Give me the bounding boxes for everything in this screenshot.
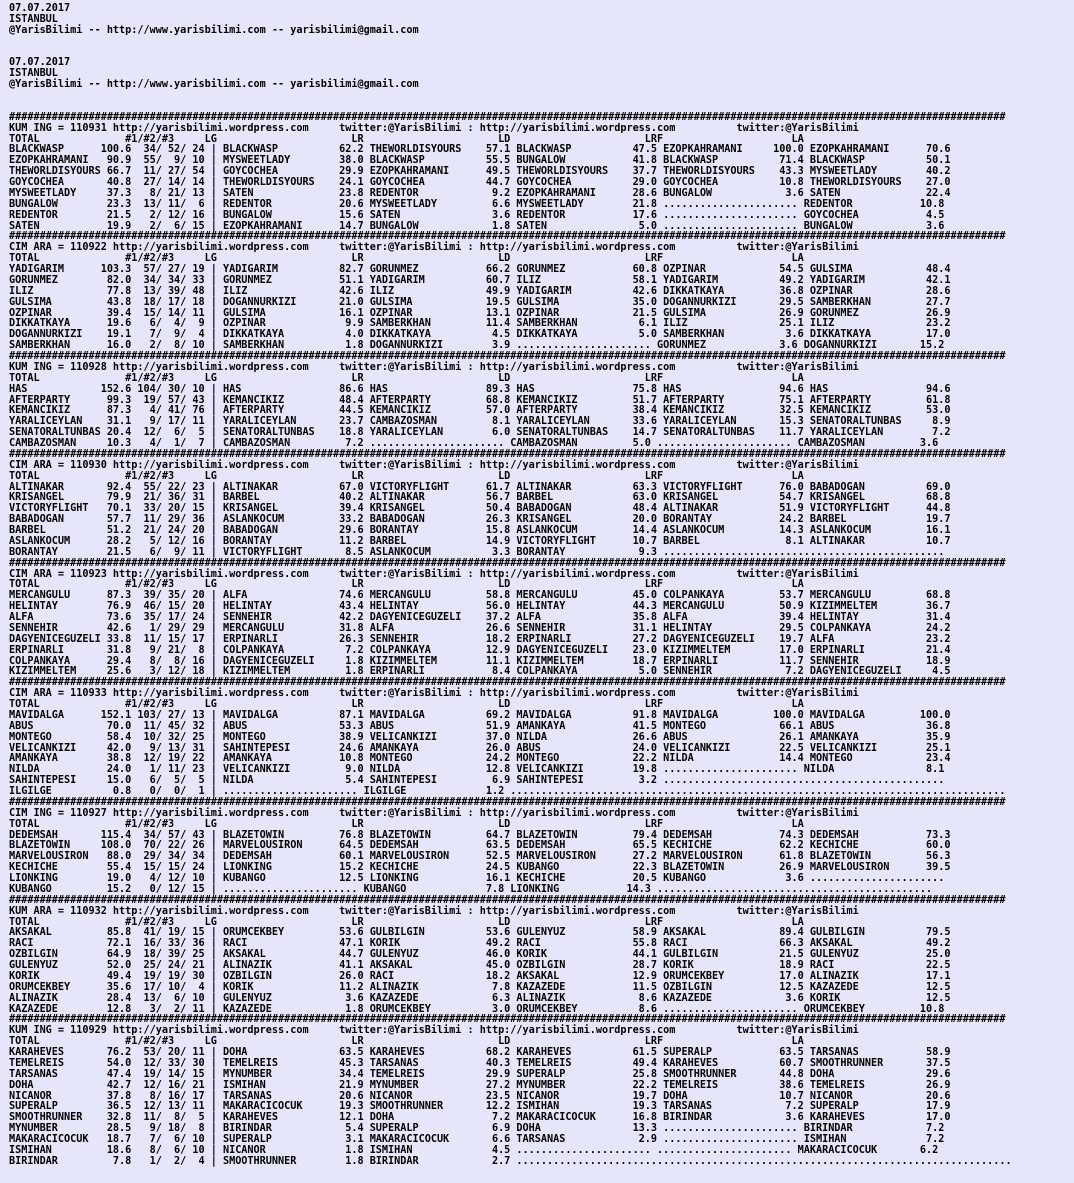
horse-row: KORIK 49.4 19/ 19/ 30 | OZBILGIN 26.0 RACI 18.2 AKSAKAL 12.9 ORUMCEKBEY 17.0 ALINAZIK 17.1 — [9, 970, 951, 982]
race-section — [9, 798, 1074, 896]
race-title-line: CIM ARA = 110923 http://yarisbilimi.wordpress.com twitter:@YarisBilimi : http://yarisbilimi.wordpress.com twitter:@YarisBilimi — [9, 568, 859, 580]
horse-row: SUPERALP 36.5 12/ 13/ 11 | MAKARACICOCUK 19.3 SMOOTHRUNNER 12.2 ISMIHAN 19.3 TARSANAS 7.2 SUPERALP 17.9 — [9, 1101, 951, 1113]
horse-row: KRISANGEL 79.9 21/ 36/ 31 | BARBEL 40.2 ALTINAKAR 56.7 BARBEL 63.0 KRISANGEL 54.7 KRISANGEL 68.8 — [9, 492, 951, 504]
race-section — [9, 113, 1074, 233]
separator-line: ################################################################################################################################################################### — [9, 557, 1006, 569]
race-title-line: CIM ING = 110927 http://yarisbilimi.wordpress.com twitter:@YarisBilimi : http://yarisbilimi.wordpress.com twitter:@YarisBilimi — [9, 807, 859, 819]
header-line: ISTANBUL — [9, 68, 58, 80]
horse-row: ILGILGE 0.8 0/ 0/ 1 | ...................... ILGILGE 1.2 ................................................................................. — [9, 786, 1006, 797]
horse-row: NILDA 24.0 1/ 11/ 23 | VELICANKIZI 9.0 NILDA 12.8 VELICANKIZI 19.8 ...................... NILDA 8.1 — [9, 764, 945, 776]
horse-row: OZPINAR 39.4 15/ 14/ 11 | GULSIMA 16.1 OZPINAR 13.1 OZPINAR 21.5 GULSIMA 26.9 GORUNMEZ 26.9 — [9, 307, 951, 319]
separator-line: ################################################################################################################################################################### — [9, 1014, 1006, 1026]
horse-row: RACI 72.1 16/ 33/ 36 | RACI 47.1 KORIK 49.2 RACI 55.8 RACI 66.3 AKSAKAL 49.2 — [9, 938, 951, 950]
column-header-line: TOTAL #1/#2/#3 LG LR LD LRF LA — [9, 470, 804, 482]
column-header-line: TOTAL #1/#2/#3 LG LR LD LRF LA — [9, 253, 804, 265]
horse-row: SATEN 19.9 2/ 6/ 15 | EZOPKAHRAMANI 14.7 BUNGALOW 1.8 SATEN 5.0 ...................... BUNGALOW 3.6 — [9, 220, 945, 232]
report-header — [9, 4, 1074, 113]
horse-row: BLACKWASP 100.6 34/ 52/ 24 | BLACKWASP 62.2 THEWORLDISYOURS 57.1 BLACKWASP 47.5 EZOPKAHRAMANI 100.0 EZOPKAHRAMANI 70.6 — [9, 144, 951, 156]
horse-row: EZOPKAHRAMANI 90.9 55/ 9/ 10 | MYSWEETLADY 38.0 BLACKWASP 55.5 BUNGALOW 41.8 BLACKWASP 71.4 BLACKWASP 50.1 — [9, 155, 951, 167]
horse-row: TARSANAS 47.4 19/ 14/ 15 | MYNUMBER 34.4 TEMELREIS 29.9 SUPERALP 25.8 SMOOTHRUNNER 44.8 DOHA 29.6 — [9, 1068, 951, 1080]
horse-row: TEMELREIS 54.0 12/ 33/ 30 | TEMELREIS 45.3 TARSANAS 40.3 TEMELREIS 49.4 KARAHEVES 60.7 SMOOTHRUNNER 37.5 — [9, 1057, 951, 1069]
separator-line: ################################################################################################################################################################### — [9, 796, 1006, 808]
separator-line: ################################################################################################################################################################### — [9, 448, 1006, 460]
horse-row: KIZIMMELTEM 25.6 3/ 12/ 18 | KIZIMMELTEM 1.8 ERPINARLI 8.4 COLPANKAYA 5.0 SENNEHIR 7.2 DAGYENICEGUZELI 4.5 — [9, 666, 951, 678]
horse-row: CAMBAZOSMAN 10.3 4/ 1/ 7 | CAMBAZOSMAN 7.2 ...................... CAMBAZOSMAN 5.0 ...................... CAMBAZOSMAN 3.6 — [9, 438, 939, 449]
header-line — [9, 48, 1074, 59]
horse-row: ISMIHAN 18.6 8/ 6/ 10 | NICANOR 1.8 ISMIHAN 4.5 ...................... ...................... MAKARACICOCUK 6.2 — [9, 1144, 939, 1156]
race-section — [9, 352, 1074, 450]
horse-row: KARAHEVES 76.2 53/ 20/ 11 | DOHA 63.5 KARAHEVES 68.2 KARAHEVES 61.5 SUPERALP 63.5 TARSANAS 58.9 — [9, 1047, 951, 1058]
horse-row: MYSWEETLADY 37.3 8/ 21/ 13 | SATEN 23.8 REDENTOR 9.2 EZOPKAHRAMANI 28.6 BUNGALOW 3.6 SATEN 22.4 — [9, 187, 951, 199]
horse-row: BABADOGAN 57.7 11/ 29/ 36 | ASLANKOCUM 33.2 BABADOGAN 26.3 KRISANGEL 20.0 BORANTAY 24.2 BARBEL 19.7 — [9, 514, 951, 526]
horse-row: LIONKING 19.0 4/ 12/ 10 | KUBANGO 12.5 LIONKING 16.1 KECHICHE 20.5 KUBANGO 3.6 ...................... — [9, 873, 945, 884]
race-section — [9, 678, 1074, 798]
header-line: @YarisBilimi -- http://www.yarisbilimi.com -- yarisbilimi@gmail.com — [9, 79, 419, 91]
horse-row: MONTEGO 58.4 10/ 32/ 25 | MONTEGO 38.9 VELICANKIZI 37.0 NILDA 26.6 ABUS 26.1 AMANKAYA 35.9 — [9, 731, 951, 743]
race-title-line: KUM ING = 110928 http://yarisbilimi.wordpress.com twitter:@YarisBilimi : http://yarisbilimi.wordpress.com twitter:@YarisBilimi — [9, 361, 859, 373]
horse-row: VICTORYFLIGHT 70.1 33/ 20/ 15 | KRISANGEL 39.4 KRISANGEL 50.4 BABADOGAN 48.4 ALTINAKAR 51.9 VICTORYFLIGHT 44.8 — [9, 503, 951, 515]
horse-row: GULSIMA 43.8 18/ 17/ 18 | DOGANNURKIZI 21.0 GULSIMA 19.5 GULSIMA 35.0 DOGANNURKIZI 29.5 SAMBERKHAN 27.7 — [9, 296, 951, 308]
horse-row: SENATORALTUNBAS 20.4 12/ 6/ 5 | SENATORALTUNBAS 18.8 YARALICEYLAN 6.0 SENATORALTUNBAS 14.7 SENATORALTUNBAS 11.7 YARALICEYLAN 7.2 — [9, 427, 951, 439]
horse-row: KECHICHE 55.4 15/ 15/ 24 | LIONKING 15.2 KECHICHE 24.5 KUBANGO 22.3 BLAZETOWIN 26.9 MARVELOUSIRON 39.5 — [9, 862, 951, 874]
column-header-line: TOTAL #1/#2/#3 LG LR LD LRF LA — [9, 579, 804, 591]
horse-row: DOGANNURKIZI 19.1 7/ 9/ 4 | DIKKATKAYA 4.0 DIKKATKAYA 4.5 DIKKATKAYA 5.0 SAMBERKHAN 3.6 DIKKATKAYA 17.0 — [9, 329, 951, 341]
horse-row: AMANKAYA 38.8 12/ 19/ 22 | AMANKAYA 10.8 MONTEGO 24.2 MONTEGO 22.2 NILDA 14.4 MONTEGO 23.4 — [9, 753, 951, 765]
horse-row: SMOOTHRUNNER 32.8 11/ 8/ 5 | KARAHEVES 12.1 DOHA 7.2 MAKARACICOCUK 16.8 BIRINDAR 3.6 KARAHEVES 17.0 — [9, 1112, 951, 1124]
horse-row: ALINAZIK 28.4 13/ 6/ 10 | GULENYUZ 3.6 KAZAZEDE 6.3 ALINAZIK 8.6 KAZAZEDE 3.6 KORIK 12.5 — [9, 992, 951, 1004]
horse-row: BIRINDAR 7.8 1/ 2/ 4 | SMOOTHRUNNER 1.8 BIRINDAR 2.7 ................................................................................. — [9, 1155, 1012, 1167]
header-line — [9, 37, 1074, 48]
horse-row: KAZAZEDE 12.8 3/ 2/ 11 | KAZAZEDE 1.8 ORUMCEKBEY 3.0 ORUMCEKBEY 8.6 ...................... ORUMCEKBEY 10.8 — [9, 1003, 945, 1015]
horse-row: ORUMCEKBEY 35.6 17/ 10/ 4 | KORIK 11.2 ALINAZIK 7.8 KAZAZEDE 11.5 OZBILGIN 12.5 KAZAZEDE 12.5 — [9, 981, 951, 993]
race-section — [9, 559, 1074, 679]
horse-row: SENNEHIR 42.6 1/ 29/ 29 | MERCANGULU 31.8 ALFA 26.6 SENNEHIR 31.1 HELINTAY 29.5 COLPANKAYA 24.2 — [9, 622, 951, 634]
horse-row: SAHINTEPESI 15.0 6/ 5/ 5 | NILDA 5.4 SAHINTEPESI 6.9 SAHINTEPESI 3.2 .............................................. — [9, 775, 945, 787]
horse-row: DIKKATKAYA 19.6 6/ 4/ 9 | OZPINAR 9.9 SAMBERKHAN 11.4 SAMBERKHAN 6.1 ILIZ 25.1 ILIZ 23.2 — [9, 318, 951, 330]
race-title-line: CIM ARA = 110933 http://yarisbilimi.wordpress.com twitter:@YarisBilimi : http://yarisbilimi.wordpress.com twitter:@YarisBilimi — [9, 688, 859, 700]
column-header-line: TOTAL #1/#2/#3 LG LR LD LRF LA — [9, 916, 804, 928]
horse-row: BARBEL 51.2 21/ 24/ 20 | BABADOGAN 29.6 BORANTAY 15.8 ASLANKOCUM 14.4 ASLANKOCUM 14.3 ASLANKOCUM 16.1 — [9, 525, 951, 536]
race-section — [9, 450, 1074, 559]
horse-row: DEDEMSAH 115.4 34/ 57/ 43 | BLAZETOWIN 76.8 BLAZETOWIN 64.7 BLAZETOWIN 79.4 DEDEMSAH 74.3 DEDEMSAH 73.3 — [9, 829, 951, 841]
horse-row: YARALICEYLAN 31.1 9/ 17/ 11 | YARALICEYLAN 23.7 CAMBAZOSMAN 8.1 YARALICEYLAN 33.6 YARALICEYLAN 15.3 SENATORALTUNBAS 8.9 — [9, 416, 951, 428]
horse-row: MYNUMBER 28.5 9/ 18/ 8 | BIRINDAR 5.4 SUPERALP 6.9 DOHA 13.3 ...................... BIRINDAR 7.2 — [9, 1123, 945, 1135]
horse-row: GULENYUZ 52.0 25/ 24/ 21 | ALINAZIK 41.1 AKSAKAL 45.0 OZBILGIN 28.7 KORIK 18.9 RACI 22.5 — [9, 960, 951, 971]
race-title-line: KUM ING = 110929 http://yarisbilimi.wordpress.com twitter:@YarisBilimi : http://yarisbilimi.wordpress.com twitter:@YarisBilimi — [9, 1025, 859, 1037]
horse-row: REDENTOR 21.5 2/ 12/ 16 | BUNGALOW 15.6 SATEN 3.6 REDENTOR 17.6 ...................... GOYCOCHEA 4.5 — [9, 209, 945, 221]
horse-row: KUBANGO 15.2 0/ 12/ 15 | ...................... KUBANGO 7.8 LIONKING 14.3 ............................................. — [9, 883, 933, 895]
horse-row: BORANTAY 21.5 6/ 9/ 11 | VICTORYFLIGHT 8.5 ASLANKOCUM 3.3 BORANTAY 9.3 .............................................. — [9, 546, 945, 558]
horse-row: DOHA 42.7 12/ 16/ 21 | ISMIHAN 21.9 MYNUMBER 27.2 MYNUMBER 22.2 TEMELREIS 38.6 TEMELREIS 26.9 — [9, 1079, 951, 1091]
horse-row: ABUS 70.0 11/ 45/ 32 | ABUS 53.3 ABUS 51.9 AMANKAYA 41.5 MONTEGO 66.1 ABUS 36.8 — [9, 720, 951, 732]
horse-row: KEMANCIKIZ 87.3 4/ 41/ 76 | AFTERPARTY 44.5 KEMANCIKIZ 57.0 AFTERPARTY 38.4 KEMANCIKIZ 32.5 KEMANCIKIZ 53.0 — [9, 405, 951, 417]
horse-row: YADIGARIM 103.3 57/ 27/ 19 | YADIGARIM 82.7 GORUNMEZ 66.2 GORUNMEZ 60.8 OZPINAR 54.5 GULSIMA 48.4 — [9, 264, 951, 275]
header-line: ISTANBUL — [9, 13, 58, 25]
race-title-line: KUM ING = 110931 http://yarisbilimi.wordpress.com twitter:@YarisBilimi : http://yarisbilimi.wordpress.com twitter:@YarisBilimi — [9, 122, 859, 134]
horse-row: BUNGALOW 23.3 13/ 11/ 6 | REDENTOR 20.6 MYSWEETLADY 6.6 MYSWEETLADY 21.8 ...................... REDENTOR 10.8 — [9, 198, 945, 210]
column-header-line: TOTAL #1/#2/#3 LG LR LD LRF LA — [9, 133, 804, 145]
horse-row: ALTINAKAR 92.4 55/ 22/ 23 | ALTINAKAR 67.0 VICTORYFLIGHT 61.7 ALTINAKAR 63.3 VICTORYFLIGHT 76.0 BABADOGAN 69.0 — [9, 481, 951, 493]
column-header-line: TOTAL #1/#2/#3 LG LR LD LRF LA — [9, 818, 804, 830]
race-section — [9, 1015, 1074, 1167]
horse-row: MAVIDALGA 152.1 103/ 27/ 13 | MAVIDALGA 87.1 MAVIDALGA 69.2 MAVIDALGA 91.8 MAVIDALGA 100.0 MAVIDALGA 100.0 — [9, 709, 951, 721]
horse-row: GOYCOCHEA 40.8 27/ 14/ 14 | THEWORLDISYOURS 24.1 GOYCOCHEA 44.7 GOYCOCHEA 29.0 GOYCOCHEA 10.8 THEWORLDISYOURS 27.0 — [9, 177, 951, 188]
header-line: 07.07.2017 — [9, 57, 71, 69]
horse-row: ALFA 73.6 35/ 17/ 24 | SENNEHIR 42.2 DAGYENICEGUZELI 37.2 ALFA 35.8 ALFA 39.4 HELINTAY 31.4 — [9, 612, 951, 623]
race-section — [9, 896, 1074, 1016]
race-title-line: KUM ARA = 110932 http://yarisbilimi.wordpress.com twitter:@YarisBilimi : http://yarisbilimi.wordpress.com twitter:@YarisBilimi — [9, 905, 859, 917]
horse-row: NICANOR 37.8 8/ 16/ 17 | TARSANAS 20.6 NICANOR 23.5 NICANOR 19.7 DOHA 10.7 NICANOR 20.6 — [9, 1090, 951, 1102]
horse-row: MAKARACICOCUK 18.7 7/ 6/ 10 | SUPERALP 3.1 MAKARACICOCUK 6.6 TARSANAS 2.9 ...................... ISMIHAN 7.2 — [9, 1134, 945, 1145]
header-line — [9, 91, 1074, 102]
header-line: 07.07.2017 — [9, 3, 71, 14]
separator-line: ################################################################################################################################################################### — [9, 351, 1006, 362]
horse-row: DAGYENICEGUZELI 33.8 11/ 15/ 17 | ERPINARLI 26.3 SENNEHIR 18.2 ERPINARLI 27.2 DAGYENICEGUZELI 19.7 ALFA 23.2 — [9, 633, 951, 645]
column-header-line: TOTAL #1/#2/#3 LG LR LD LRF LA — [9, 1036, 804, 1048]
horse-row: AFTERPARTY 99.3 19/ 57/ 43 | KEMANCIKIZ 48.4 AFTERPARTY 68.8 KEMANCIKIZ 51.7 AFTERPARTY 75.1 AFTERPARTY 61.8 — [9, 394, 951, 406]
horse-row: VELICANKIZI 42.0 9/ 13/ 31 | SAHINTEPESI 24.6 AMANKAYA 26.0 ABUS 24.0 VELICANKIZI 22.5 VELICANKIZI 25.1 — [9, 742, 951, 754]
separator-line: ################################################################################################################################################################### — [9, 111, 1006, 123]
separator-line: ################################################################################################################################################################### — [9, 677, 1006, 689]
horse-row: THEWORLDISYOURS 66.7 11/ 27/ 54 | GOYCOCHEA 29.9 EZOPKAHRAMANI 49.5 THEWORLDISYOURS 37.7 THEWORLDISYOURS 43.3 MYSWEETLADY 40.2 — [9, 166, 951, 178]
race-title-line: CIM ARA = 110922 http://yarisbilimi.wordpress.com twitter:@YarisBilimi : http://yarisbilimi.wordpress.com twitter:@YarisBilimi — [9, 242, 859, 254]
horse-row: ERPINARLI 31.8 9/ 21/ 8 | COLPANKAYA 7.2 COLPANKAYA 12.9 DAGYENICEGUZELI 23.0 KIZIMMELTEM 17.0 ERPINARLI 21.4 — [9, 644, 951, 656]
horse-row: ASLANKOCUM 28.2 5/ 12/ 16 | BORANTAY 11.2 BARBEL 14.9 VICTORYFLIGHT 10.7 BARBEL 8.1 ALTINAKAR 10.7 — [9, 535, 951, 547]
separator-line: ################################################################################################################################################################### — [9, 894, 1006, 906]
horse-row: HELINTAY 76.9 46/ 15/ 20 | HELINTAY 43.4 HELINTAY 56.0 HELINTAY 44.3 MERCANGULU 50.9 KIZIMMELTEM 36.7 — [9, 601, 951, 613]
horse-row: ILIZ 77.8 13/ 39/ 48 | ILIZ 42.6 ILIZ 49.9 YADIGARIM 42.6 DIKKATKAYA 36.8 OZPINAR 28.6 — [9, 285, 951, 297]
race-section — [9, 232, 1074, 352]
horse-row: COLPANKAYA 29.4 8/ 8/ 16 | DAGYENICEGUZELI 1.8 KIZIMMELTEM 11.1 KIZIMMELTEM 18.7 ERPINARLI 11.7 SENNEHIR 18.9 — [9, 655, 951, 667]
horse-row: SAMBERKHAN 16.0 2/ 8/ 10 | SAMBERKHAN 1.8 DOGANNURKIZI 3.9 ...................... GORUNMEZ 3.6 DOGANNURKIZI 15.2 — [9, 340, 945, 352]
horse-row: AKSAKAL 85.8 41/ 19/ 15 | ORUMCEKBEY 53.6 GULBILGIN 53.6 GULENYUZ 58.9 AKSAKAL 89.4 GULBILGIN 79.5 — [9, 927, 951, 939]
horse-row: OZBILGIN 64.9 18/ 39/ 25 | AKSAKAL 44.7 GULENYUZ 46.0 KORIK 44.1 GULBILGIN 21.5 GULENYUZ 25.0 — [9, 949, 951, 961]
horse-row: HAS 152.6 104/ 30/ 10 | HAS 86.6 HAS 89.3 HAS 75.8 HAS 94.6 HAS 94.6 — [9, 383, 951, 395]
header-line: @YarisBilimi -- http://www.yarisbilimi.com -- yarisbilimi@gmail.com — [9, 24, 419, 36]
column-header-line: TOTAL #1/#2/#3 LG LR LD LRF LA — [9, 699, 804, 710]
horse-row: BLAZETOWIN 108.0 70/ 22/ 26 | MARVELOUSIRON 64.5 DEDEMSAH 63.5 DEDEMSAH 65.5 KECHICHE 62.2 KECHICHE 60.0 — [9, 840, 951, 852]
column-header-line: TOTAL #1/#2/#3 LG LR LD LRF LA — [9, 372, 804, 384]
horse-row: GORUNMEZ 82.0 34/ 34/ 33 | GORUNMEZ 51.1 YADIGARIM 60.7 ILIZ 58.1 YADIGARIM 49.2 YADIGARIM 42.1 — [9, 274, 951, 286]
horse-row: MERCANGULU 87.3 39/ 35/ 20 | ALFA 74.6 MERCANGULU 58.8 MERCANGULU 45.0 COLPANKAYA 53.7 MERCANGULU 68.8 — [9, 590, 951, 602]
race-title-line: CIM ARA = 110930 http://yarisbilimi.wordpress.com twitter:@YarisBilimi : http://yarisbilimi.wordpress.com twitter:@YarisBilimi — [9, 459, 859, 471]
separator-line: ################################################################################################################################################################### — [9, 231, 1006, 243]
horse-row: MARVELOUSIRON 88.0 29/ 34/ 34 | DEDEMSAH 60.1 MARVELOUSIRON 52.5 MARVELOUSIRON 27.2 MARVELOUSIRON 61.8 BLAZETOWIN 56.3 — [9, 851, 951, 863]
